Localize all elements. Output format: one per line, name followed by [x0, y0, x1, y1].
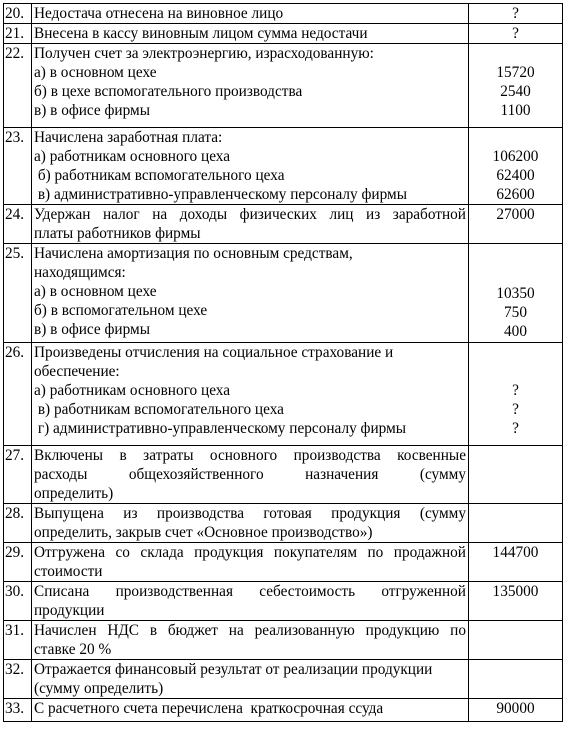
description-line: Получен счет за электроэнергию, израсходованную:: [34, 45, 374, 62]
amount-value: 1100: [500, 102, 531, 119]
description-line: в) работникам вспомогательного цеха: [34, 401, 284, 418]
row-number: 22.: [4, 44, 32, 128]
amount-value: ?: [512, 382, 519, 399]
row-description: [32, 244, 469, 343]
amount-value: 135000: [492, 583, 539, 600]
table-row: [4, 44, 563, 128]
row-amount: [469, 4, 563, 24]
row-description: [32, 343, 469, 446]
description-line: определить, закрыв счет «Основное производство»): [34, 524, 373, 541]
row-number: 25.: [4, 244, 32, 343]
description-line: Списана производственная себестоимость отгруженной: [34, 583, 466, 600]
amount-value: 90000: [496, 700, 535, 717]
table-row: [4, 582, 563, 621]
description-line: Начислен НДС в бюджет на реализованную продукцию по: [34, 622, 466, 639]
amount-value: ?: [512, 25, 519, 42]
row-amount: [469, 446, 563, 504]
description-line: Произведены отчисления на социальное страхование и: [34, 344, 394, 361]
amount-value: ?: [512, 420, 519, 437]
row-description: [32, 621, 469, 660]
description-line: находящимся:: [34, 264, 126, 281]
description-line: а) в основном цехе: [34, 283, 157, 300]
row-amount: [469, 343, 563, 446]
row-number: 32.: [4, 660, 32, 699]
row-amount: [469, 44, 563, 128]
row-amount: [469, 543, 563, 582]
description-line: определить): [34, 485, 114, 502]
row-amount: [469, 621, 563, 660]
amount-value: 106200: [492, 148, 539, 165]
amount-value: 62400: [496, 167, 535, 184]
description-line: б) в цехе вспомогательного производства: [34, 83, 303, 100]
description-line: Начислена заработная плата:: [34, 129, 223, 146]
amount-value: 2540: [500, 83, 531, 100]
description-line: Недостача отнесена на виновное лицо: [34, 5, 284, 22]
row-number: 26.: [4, 343, 32, 446]
row-amount: [469, 660, 563, 699]
table-row: [4, 24, 563, 44]
description-line: С расчетного счета перечислена краткосрочная ссуда: [34, 700, 384, 717]
row-amount: [469, 244, 563, 343]
description-line: а) работникам основного цеха: [34, 382, 231, 399]
row-amount: [469, 128, 563, 205]
row-number: 24.: [4, 205, 32, 244]
table-row: [4, 244, 563, 343]
table-row: [4, 660, 563, 699]
amount-value: 10350: [496, 285, 535, 302]
row-number: 30.: [4, 582, 32, 621]
transactions-table: [3, 3, 563, 722]
row-amount: [469, 504, 563, 543]
description-line: Начислена амортизация по основным средствам,: [34, 245, 353, 262]
row-number: 21.: [4, 24, 32, 44]
row-amount: [469, 582, 563, 621]
amount-value: 400: [504, 323, 527, 340]
table-row: [4, 699, 563, 722]
description-line: Отгружена со склада продукция покупателям по продажной: [34, 544, 466, 561]
table-row: [4, 4, 563, 24]
row-description: [32, 699, 469, 722]
description-line: продукции: [34, 602, 105, 619]
table-row: [4, 621, 563, 660]
row-description: [32, 24, 469, 44]
amount-value: 27000: [496, 206, 535, 223]
row-number: 29.: [4, 543, 32, 582]
table-row: [4, 205, 563, 244]
row-amount: [469, 24, 563, 44]
row-description: [32, 446, 469, 504]
description-line: в) административно-управленческому персоналу фирмы: [34, 186, 407, 203]
description-line: Удержан налог на доходы физических лиц из заработной: [34, 206, 466, 223]
row-number: 20.: [4, 4, 32, 24]
description-line: б) в вспомогательном цехе: [34, 302, 208, 319]
description-line: б) работникам вспомогательного цеха: [34, 167, 285, 184]
row-description: [32, 543, 469, 582]
amount-value: 15720: [496, 64, 535, 81]
description-line: Отражается финансовый результат от реализации продукции: [34, 661, 433, 678]
description-line: платы работников фирмы: [34, 225, 201, 242]
amount-value: 750: [504, 304, 527, 321]
row-description: [32, 4, 469, 24]
row-description: [32, 44, 469, 128]
row-number: 27.: [4, 446, 32, 504]
row-amount: [469, 205, 563, 244]
row-number: 23.: [4, 128, 32, 205]
table-row: [4, 128, 563, 205]
amount-value: ?: [512, 5, 519, 22]
amount-value: ?: [512, 401, 519, 418]
description-line: Включены в затраты основного производства косвенные: [34, 447, 466, 464]
row-description: [32, 582, 469, 621]
table-row: [4, 446, 563, 504]
description-line: стоимости: [34, 563, 103, 580]
amount-value: 62600: [496, 186, 535, 203]
table-row: [4, 543, 563, 582]
table-row: [4, 343, 563, 446]
row-number: 33.: [4, 699, 32, 722]
row-description: [32, 660, 469, 699]
amount-value: 144700: [492, 544, 539, 561]
description-line: в) в офисе фирмы: [34, 321, 150, 338]
description-line: обеспечение:: [34, 363, 120, 380]
row-description: [32, 128, 469, 205]
description-line: расходы общехозяйственного назначения (сумму: [34, 466, 466, 483]
row-description: [32, 504, 469, 543]
description-line: а) в основном цехе: [34, 64, 157, 81]
description-line: а) работникам основного цеха: [34, 148, 231, 165]
row-number: 31.: [4, 621, 32, 660]
description-line: ставке 20 %: [34, 641, 112, 658]
description-line: (сумму определить): [34, 680, 164, 697]
table-row: [4, 504, 563, 543]
row-description: [32, 205, 469, 244]
description-line: Выпущена из производства готовая продукция (сумму: [34, 505, 466, 522]
description-line: г) административно-управленческому персоналу фирмы: [34, 420, 407, 437]
row-number: 28.: [4, 504, 32, 543]
row-amount: [469, 699, 563, 722]
description-line: Внесена в кассу виновным лицом сумма недостачи: [34, 25, 368, 42]
description-line: в) в офисе фирмы: [34, 102, 150, 119]
